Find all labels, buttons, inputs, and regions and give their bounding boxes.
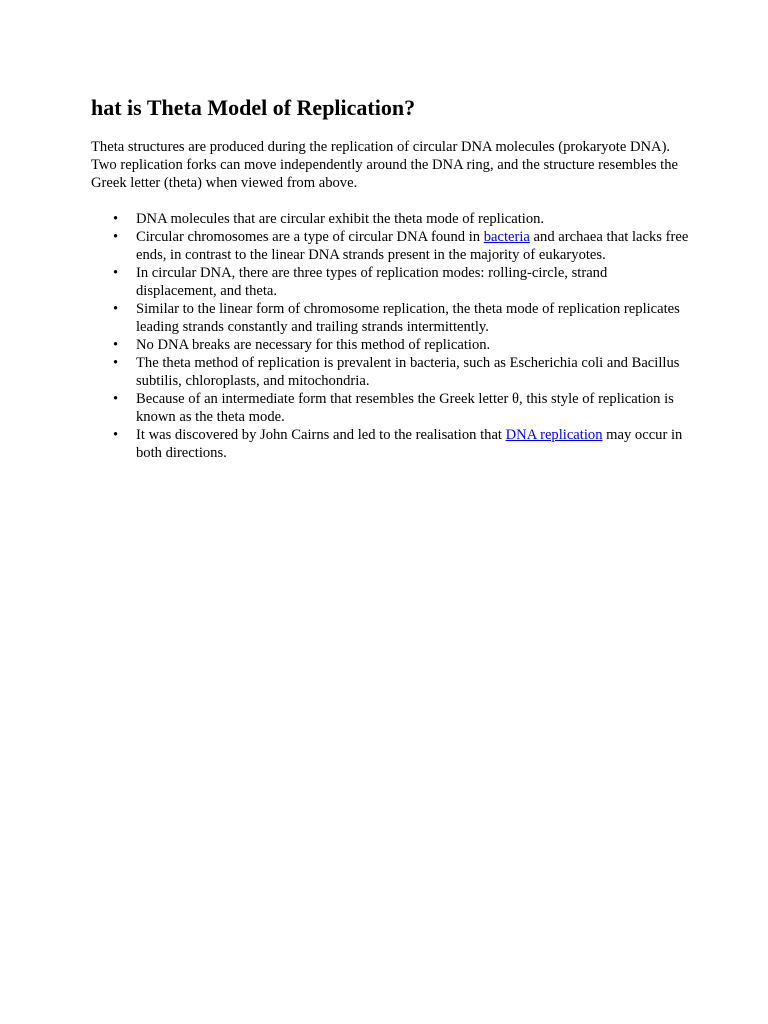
bullet-icon: • xyxy=(113,355,119,371)
bullet-icon: • xyxy=(113,301,119,317)
bullet-icon: • xyxy=(113,229,119,245)
list-item xyxy=(113,300,691,336)
bullet-icon: • xyxy=(113,265,119,281)
list-item xyxy=(113,426,691,462)
dna-replication-link[interactable]: DNA replication xyxy=(505,427,603,443)
page-title: hat is Theta Model of Replication? xyxy=(91,95,416,120)
bullet-icon: • xyxy=(113,391,119,407)
list-item xyxy=(113,336,691,354)
bacteria-link[interactable]: bacteria xyxy=(483,229,530,245)
list-item xyxy=(113,354,691,390)
bullet-icon: • xyxy=(113,337,119,353)
document-page xyxy=(91,94,691,462)
list-item-text: Similar to the linear form of chromosome replication, the theta mode of replication replicates leading strands constantly and trailing strands intermittently. xyxy=(136,301,680,335)
list-item-text: DNA molecules that are circular exhibit the theta mode of replication. xyxy=(136,211,545,227)
bullet-icon: • xyxy=(113,211,119,227)
bullet-list xyxy=(91,210,691,462)
list-item-text-before: It was discovered by John Cairns and led to the realisation that xyxy=(136,427,506,443)
list-item xyxy=(113,210,691,228)
list-item-text-before: Circular chromosomes are a type of circular DNA found in xyxy=(136,229,484,245)
list-item-text: The theta method of replication is prevalent in bacteria, such as Escherichia coli and Bacillus subtilis, chloroplasts, and mitochondria. xyxy=(136,355,680,389)
list-item xyxy=(113,228,691,264)
list-item-text: No DNA breaks are necessary for this method of replication. xyxy=(136,337,491,353)
list-item xyxy=(113,264,691,300)
list-item xyxy=(113,390,691,426)
bullet-icon: • xyxy=(113,427,119,443)
intro-paragraph: Theta structures are produced during the replication of circular DNA molecules (prokaryote DNA). Two replication forks can move independently around the DNA ring, and the structure resembles the Greek letter (theta) when viewed from above. xyxy=(91,139,679,191)
list-item-text: In circular DNA, there are three types of replication modes: rolling-circle, strand displacement, and theta. xyxy=(136,265,608,299)
list-item-text: Because of an intermediate form that resembles the Greek letter θ, this style of replication is known as the theta mode. xyxy=(136,391,674,425)
list-item-text-after: may occur in both directions. xyxy=(136,427,683,461)
list-item-text-after: and archaea that lacks free ends, in contrast to the linear DNA strands present in the majority of eukaryotes. xyxy=(136,229,689,263)
